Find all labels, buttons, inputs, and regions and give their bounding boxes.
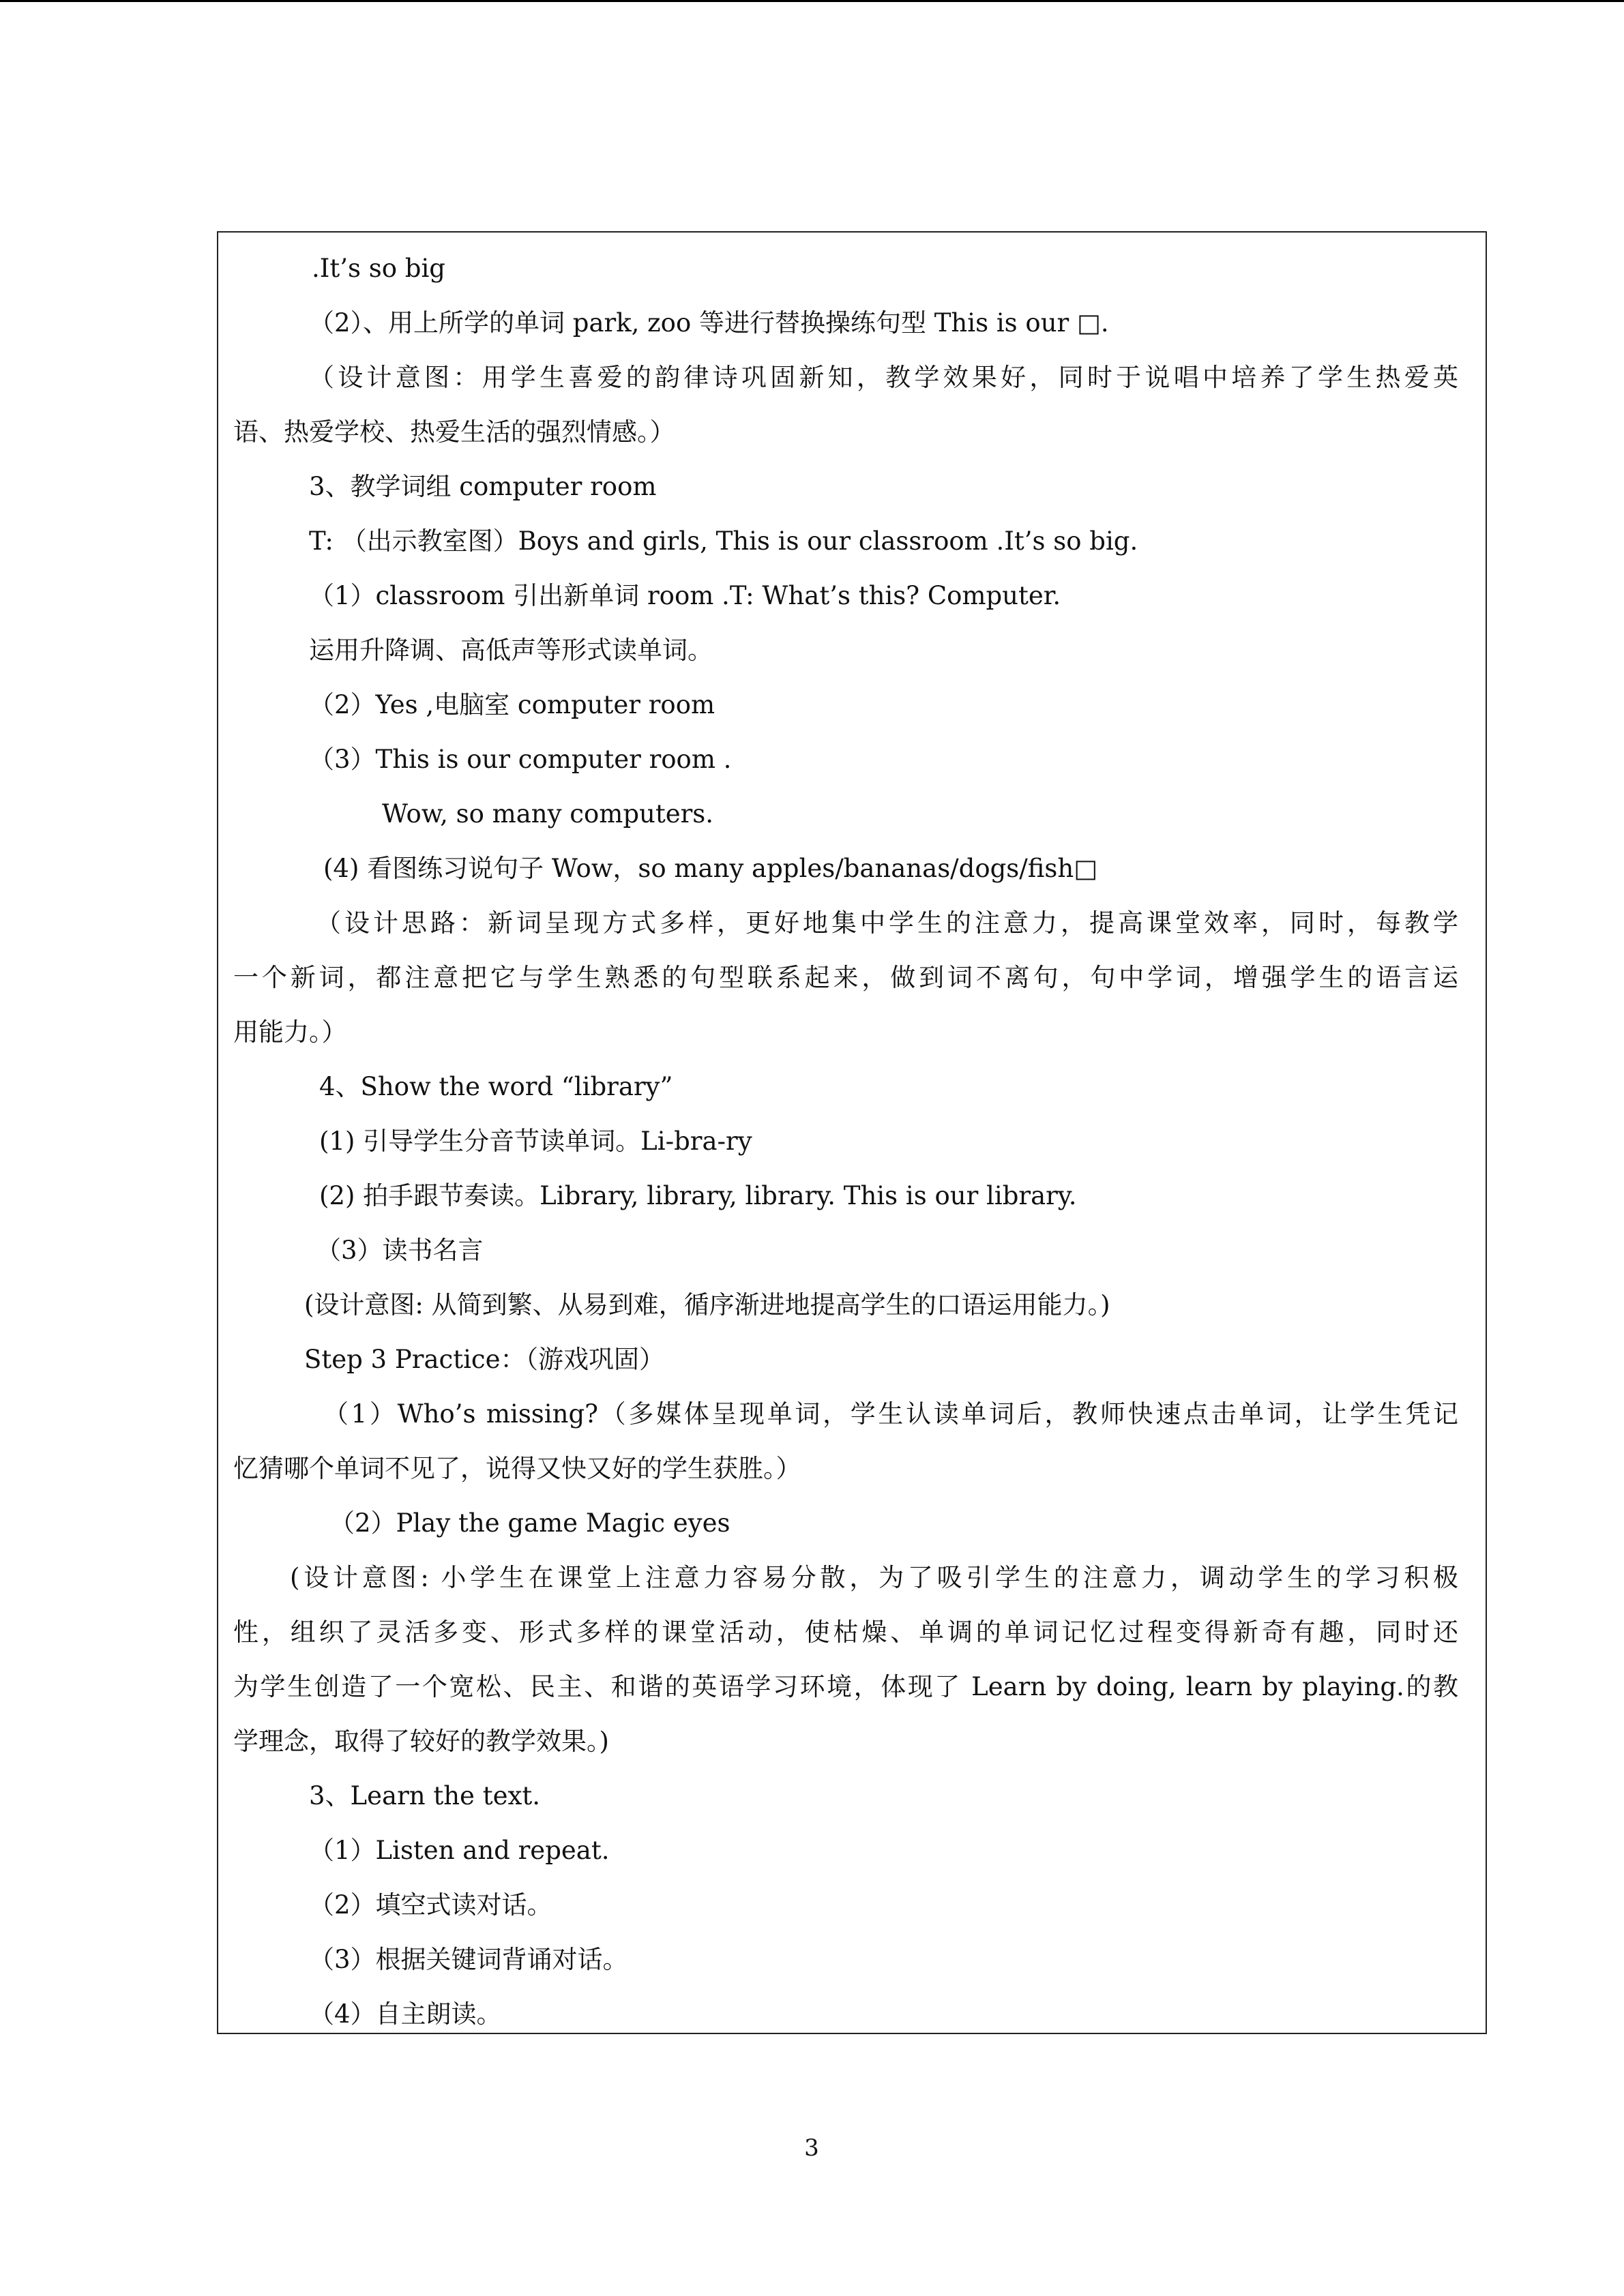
text-line: (4) 看图练习说句子 Wow，so many apples/bananas/dogs/fish□ [323, 854, 1098, 883]
text-line: T: （出示教室图）Boys and girls, This is our classroom .It’s so big. [309, 526, 1138, 556]
page-number: 3 [804, 2134, 819, 2162]
text-line: （3）读书名言 [316, 1236, 484, 1265]
content-table-cell [217, 231, 1487, 2034]
top-border-rule [0, 0, 1624, 2]
text-line: （1）Who’s missing?（多媒体呈现单词，学生认读单词后，教师快速点击单词，让学生凭记 [323, 1399, 1458, 1429]
text-line: （2）填空式读对话。 [309, 1890, 552, 1920]
text-line: （设计思路：新词呈现方式多样，更好地集中学生的注意力，提高课堂效率，同时，每教学 [316, 908, 1458, 938]
text-line: Step 3 Practice：（游戏巩固） [304, 1345, 665, 1374]
text-line: 3、Learn the text. [309, 1781, 540, 1810]
text-line: （设计意图：用学生喜爱的韵律诗巩固新知，教学效果好，同时于说唱中培养了学生热爱英 [309, 363, 1458, 392]
text-line: 学理念，取得了较好的教学效果。) [233, 1727, 609, 1756]
text-line: （1）classroom 引出新单词 room .T: What’s this? Computer. [309, 581, 1061, 610]
text-line: Wow, so many computers. [382, 799, 714, 829]
text-line: .It’s so big [312, 254, 445, 283]
text-line: 语、热爱学校、热爱生活的强烈情感。） [233, 417, 675, 447]
text-line: 忆猜哪个单词不见了，说得又快又好的学生获胜。） [233, 1454, 801, 1483]
text-line: （4）自主朗读。 [309, 1999, 502, 2029]
text-line: （2）Yes ,电脑室 computer room [309, 690, 715, 719]
text-line: 运用升降调、高低声等形式读单词。 [309, 636, 713, 665]
text-line: （3）根据关键词背诵对话。 [309, 1945, 628, 1974]
text-line: 为学生创造了一个宽松、民主、和谐的英语学习环境，体现了 Learn by doing, learn by playing.的教 [233, 1672, 1458, 1701]
text-line: （1）Listen and repeat. [309, 1836, 610, 1865]
text-line: (设计意图: 小学生在课堂上注意力容易分散，为了吸引学生的注意力，调动学生的学习积极 [290, 1563, 1458, 1592]
text-line: (设计意图: 从简到繁、从易到难，循序渐进地提高学生的口语运用能力。) [304, 1290, 1110, 1320]
text-line: （2）Play the game Magic eyes [329, 1508, 730, 1538]
text-line: 用能力。） [233, 1017, 347, 1047]
text-line: 3、教学词组 computer room [309, 472, 657, 501]
text-line: (2) 拍手跟节奏读。Library, library, library. This is our library. [319, 1181, 1077, 1210]
text-line: 一个新词，都注意把它与学生熟悉的句型联系起来，做到词不离句，句中学词，增强学生的语言运 [233, 963, 1458, 992]
text-line: 4、Show the word “library” [319, 1072, 673, 1101]
text-line: (1) 引导学生分音节读单词。Li-bra-ry [319, 1127, 752, 1156]
text-line: 性，组织了灵活多变、形式多样的课堂活动，使枯燥、单调的单词记忆过程变得新奇有趣，同时还 [233, 1617, 1458, 1647]
text-line: （3）This is our computer room . [309, 745, 732, 774]
text-line: （2）、用上所学的单词 park, zoo 等进行替换操练句型 This is our □. [309, 308, 1109, 338]
